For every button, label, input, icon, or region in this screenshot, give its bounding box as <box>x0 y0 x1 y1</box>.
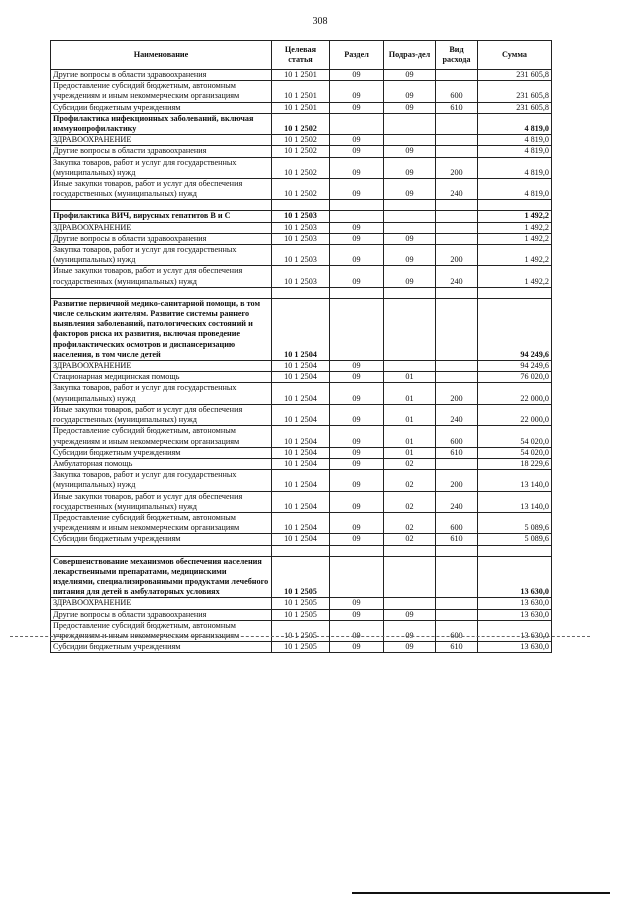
bottom-edge-bar <box>352 892 610 894</box>
row-section: 09 <box>330 372 384 383</box>
row-target-code: 10 1 2502 <box>272 179 330 200</box>
row-expense-kind <box>436 372 478 383</box>
row-section: 09 <box>330 245 384 266</box>
row-subsection <box>384 361 436 372</box>
row-amount: 76 020,0 <box>478 372 552 383</box>
row-name: Профилактика инфекционных заболеваний, включая иммунопрофилактику <box>51 113 272 134</box>
row-subsection: 09 <box>384 146 436 157</box>
row-target-code: 10 1 2504 <box>272 491 330 512</box>
table-row <box>51 556 552 598</box>
row-expense-kind <box>436 609 478 620</box>
row-expense-kind: 240 <box>436 179 478 200</box>
row-name: ЗДРАВООХРАНЕНИЕ <box>51 361 272 372</box>
row-amount: 1 492,2 <box>478 245 552 266</box>
table-row <box>51 146 552 157</box>
row-subsection <box>384 556 436 598</box>
row-amount: 1 492,2 <box>478 222 552 233</box>
row-subsection: 02 <box>384 458 436 469</box>
row-subsection <box>384 598 436 609</box>
row-name: Иные закупки товаров, работ и услуг для обеспечения государственных (муниципальных) нужд <box>51 179 272 200</box>
row-section: 09 <box>330 447 384 458</box>
row-subsection: 01 <box>384 383 436 404</box>
row-amount: 231 605,8 <box>478 81 552 102</box>
header-name: Наименование <box>51 41 272 70</box>
table-row <box>51 135 552 146</box>
row-amount <box>478 200 552 211</box>
row-name: Совершенствование механизмов обеспечения населения лекарственными препаратами, медицинскими изделиями, специализированными продуктами лечебного питания для детей в амбулаторных условиях <box>51 556 272 598</box>
row-section <box>330 287 384 298</box>
row-amount: 13 630,0 <box>478 609 552 620</box>
row-target-code: 10 1 2504 <box>272 470 330 491</box>
row-section <box>330 200 384 211</box>
table-row <box>51 211 552 222</box>
row-section: 09 <box>330 81 384 102</box>
row-amount: 1 492,2 <box>478 211 552 222</box>
row-target-code: 10 1 2505 <box>272 609 330 620</box>
table-row <box>51 200 552 211</box>
row-target-code: 10 1 2504 <box>272 447 330 458</box>
row-expense-kind: 600 <box>436 512 478 533</box>
row-subsection: 01 <box>384 372 436 383</box>
row-target-code: 10 1 2504 <box>272 298 330 360</box>
row-target-code: 10 1 2503 <box>272 222 330 233</box>
row-subsection: 01 <box>384 404 436 425</box>
row-amount: 22 000,0 <box>478 404 552 425</box>
row-name: Предоставление субсидий бюджетным, автономным учреждениям и иным некоммерческим организациям <box>51 81 272 102</box>
row-target-code: 10 1 2503 <box>272 266 330 287</box>
row-section: 09 <box>330 458 384 469</box>
table-row <box>51 447 552 458</box>
row-target-code: 10 1 2504 <box>272 426 330 447</box>
row-section: 09 <box>330 620 384 641</box>
row-subsection: 09 <box>384 266 436 287</box>
row-expense-kind: 240 <box>436 404 478 425</box>
row-section <box>330 556 384 598</box>
row-subsection: 09 <box>384 81 436 102</box>
table-row <box>51 70 552 81</box>
row-target-code: 10 1 2501 <box>272 81 330 102</box>
row-amount: 4 819,0 <box>478 179 552 200</box>
row-name: Предоставление субсидий бюджетным, автономным учреждениям и иным некоммерческим организациям <box>51 620 272 641</box>
row-amount: 1 492,2 <box>478 233 552 244</box>
table-row <box>51 598 552 609</box>
row-name: Субсидии бюджетным учреждениям <box>51 447 272 458</box>
row-expense-kind: 240 <box>436 266 478 287</box>
row-name: Другие вопросы в области здравоохранения <box>51 70 272 81</box>
budget-table <box>50 40 552 653</box>
row-section <box>330 298 384 360</box>
row-section: 09 <box>330 598 384 609</box>
table-row <box>51 609 552 620</box>
row-amount: 22 000,0 <box>478 383 552 404</box>
row-section: 09 <box>330 179 384 200</box>
row-target-code: 10 1 2503 <box>272 233 330 244</box>
row-subsection: 01 <box>384 426 436 447</box>
row-target-code: 10 1 2503 <box>272 245 330 266</box>
row-section: 09 <box>330 135 384 146</box>
row-subsection: 02 <box>384 534 436 545</box>
row-target-code: 10 1 2502 <box>272 146 330 157</box>
header-subsection: Подраз-дел <box>384 41 436 70</box>
row-expense-kind <box>436 598 478 609</box>
row-amount: 54 020,0 <box>478 426 552 447</box>
row-target-code: 10 1 2501 <box>272 102 330 113</box>
row-expense-kind: 200 <box>436 383 478 404</box>
row-name: Другие вопросы в области здравоохранения <box>51 609 272 620</box>
row-subsection <box>384 287 436 298</box>
row-subsection: 02 <box>384 470 436 491</box>
row-amount: 94 249,6 <box>478 361 552 372</box>
header-code: Целевая статья <box>272 41 330 70</box>
page-number: 308 <box>312 16 328 27</box>
table-row <box>51 491 552 512</box>
row-name: Предоставление субсидий бюджетным, автономным учреждениям и иным некоммерческим организациям <box>51 512 272 533</box>
row-expense-kind <box>436 233 478 244</box>
row-expense-kind <box>436 361 478 372</box>
row-name: Развитие первичной медико-санитарной помощи, в том числе сельским жителям. Развитие системы раннего выявления заболеваний, патологических состояний и факторов риска их развития, включая проведение профилактических осмотров и диспансеризацию населения, в том числе детей <box>51 298 272 360</box>
row-name: Предоставление субсидий бюджетным, автономным учреждениям и иным некоммерческим организациям <box>51 426 272 447</box>
table-row <box>51 157 552 178</box>
row-subsection <box>384 200 436 211</box>
row-name: Амбулаторная помощь <box>51 458 272 469</box>
row-target-code: 10 1 2504 <box>272 404 330 425</box>
row-target-code <box>272 200 330 211</box>
row-expense-kind: 600 <box>436 620 478 641</box>
row-target-code: 10 1 2502 <box>272 135 330 146</box>
row-target-code: 10 1 2502 <box>272 157 330 178</box>
row-name: Закупка товаров, работ и услуг для государственных (муниципальных) нужд <box>51 470 272 491</box>
table-row <box>51 81 552 102</box>
row-subsection: 09 <box>384 642 436 653</box>
row-amount <box>478 287 552 298</box>
row-subsection: 09 <box>384 70 436 81</box>
table-row <box>51 113 552 134</box>
row-amount <box>478 545 552 556</box>
row-target-code: 10 1 2505 <box>272 598 330 609</box>
table-row <box>51 458 552 469</box>
row-target-code: 10 1 2504 <box>272 458 330 469</box>
header-kind: Вид расхода <box>436 41 478 70</box>
row-subsection: 02 <box>384 512 436 533</box>
row-expense-kind: 600 <box>436 426 478 447</box>
row-subsection: 09 <box>384 620 436 641</box>
table-row <box>51 179 552 200</box>
header-section: Раздел <box>330 41 384 70</box>
row-name: Другие вопросы в области здравоохранения <box>51 146 272 157</box>
row-expense-kind <box>436 113 478 134</box>
table-body <box>51 70 552 653</box>
row-section: 09 <box>330 266 384 287</box>
dashed-fold-line <box>10 636 590 637</box>
row-amount: 5 089,6 <box>478 534 552 545</box>
row-target-code: 10 1 2504 <box>272 512 330 533</box>
row-name: ЗДРАВООХРАНЕНИЕ <box>51 222 272 233</box>
row-target-code: 10 1 2505 <box>272 556 330 598</box>
row-expense-kind <box>436 222 478 233</box>
row-expense-kind <box>436 298 478 360</box>
table-row <box>51 470 552 491</box>
row-target-code: 10 1 2504 <box>272 534 330 545</box>
table-row <box>51 426 552 447</box>
row-amount: 13 630,0 <box>478 556 552 598</box>
row-target-code: 10 1 2503 <box>272 211 330 222</box>
row-expense-kind: 200 <box>436 157 478 178</box>
table-row <box>51 298 552 360</box>
row-name: Иные закупки товаров, работ и услуг для обеспечения государственных (муниципальных) нужд <box>51 491 272 512</box>
row-section: 09 <box>330 102 384 113</box>
row-subsection <box>384 211 436 222</box>
row-subsection: 09 <box>384 179 436 200</box>
row-amount: 13 140,0 <box>478 491 552 512</box>
row-subsection: 09 <box>384 233 436 244</box>
row-name: Закупка товаров, работ и услуг для государственных (муниципальных) нужд <box>51 383 272 404</box>
table-row <box>51 102 552 113</box>
row-amount: 13 630,0 <box>478 642 552 653</box>
table-row <box>51 372 552 383</box>
row-expense-kind: 600 <box>436 81 478 102</box>
table-row <box>51 245 552 266</box>
row-expense-kind <box>436 135 478 146</box>
table-row <box>51 233 552 244</box>
row-name <box>51 200 272 211</box>
table-row <box>51 287 552 298</box>
row-name: Другие вопросы в области здравоохранения <box>51 233 272 244</box>
row-expense-kind: 610 <box>436 642 478 653</box>
table-row <box>51 361 552 372</box>
row-amount: 4 819,0 <box>478 113 552 134</box>
row-section: 09 <box>330 222 384 233</box>
row-expense-kind <box>436 200 478 211</box>
row-name: Субсидии бюджетным учреждениям <box>51 102 272 113</box>
row-expense-kind <box>436 287 478 298</box>
row-expense-kind: 610 <box>436 102 478 113</box>
row-section: 09 <box>330 361 384 372</box>
row-section: 09 <box>330 642 384 653</box>
row-target-code: 10 1 2504 <box>272 372 330 383</box>
row-amount: 231 605,8 <box>478 102 552 113</box>
row-subsection <box>384 545 436 556</box>
row-section: 09 <box>330 512 384 533</box>
row-name <box>51 545 272 556</box>
row-name: ЗДРАВООХРАНЕНИЕ <box>51 598 272 609</box>
row-target-code: 10 1 2504 <box>272 383 330 404</box>
row-expense-kind: 610 <box>436 447 478 458</box>
row-amount: 54 020,0 <box>478 447 552 458</box>
table-row <box>51 642 552 653</box>
row-section: 09 <box>330 383 384 404</box>
row-name: Закупка товаров, работ и услуг для государственных (муниципальных) нужд <box>51 157 272 178</box>
row-name <box>51 287 272 298</box>
row-subsection <box>384 298 436 360</box>
table-row <box>51 404 552 425</box>
row-expense-kind <box>436 556 478 598</box>
row-subsection: 09 <box>384 245 436 266</box>
row-section <box>330 545 384 556</box>
row-section <box>330 211 384 222</box>
row-target-code: 10 1 2505 <box>272 620 330 641</box>
row-name: Профилактика ВИЧ, вирусных гепатитов В и С <box>51 211 272 222</box>
row-name: Иные закупки товаров, работ и услуг для обеспечения государственных (муниципальных) нужд <box>51 404 272 425</box>
table-row <box>51 383 552 404</box>
row-amount: 13 630,0 <box>478 598 552 609</box>
row-expense-kind: 610 <box>436 534 478 545</box>
row-amount: 1 492,2 <box>478 266 552 287</box>
row-subsection: 02 <box>384 491 436 512</box>
row-amount: 13 630,0 <box>478 620 552 641</box>
row-subsection <box>384 135 436 146</box>
row-name: Стационарная медицинская помощь <box>51 372 272 383</box>
row-target-code <box>272 545 330 556</box>
row-amount: 5 089,6 <box>478 512 552 533</box>
row-subsection: 01 <box>384 447 436 458</box>
row-subsection <box>384 222 436 233</box>
row-expense-kind <box>436 70 478 81</box>
row-section: 09 <box>330 233 384 244</box>
row-subsection: 09 <box>384 609 436 620</box>
row-name: Субсидии бюджетным учреждениям <box>51 534 272 545</box>
row-amount: 94 249,6 <box>478 298 552 360</box>
row-name: Иные закупки товаров, работ и услуг для обеспечения государственных (муниципальных) нужд <box>51 266 272 287</box>
table-row <box>51 266 552 287</box>
row-section: 09 <box>330 426 384 447</box>
header-amount: Сумма <box>478 41 552 70</box>
row-amount: 4 819,0 <box>478 135 552 146</box>
table-row <box>51 534 552 545</box>
row-subsection: 09 <box>384 102 436 113</box>
row-name: ЗДРАВООХРАНЕНИЕ <box>51 135 272 146</box>
row-name: Закупка товаров, работ и услуг для государственных (муниципальных) нужд <box>51 245 272 266</box>
row-section <box>330 113 384 134</box>
row-target-code <box>272 287 330 298</box>
row-target-code: 10 1 2502 <box>272 113 330 134</box>
row-section: 09 <box>330 491 384 512</box>
table-row <box>51 545 552 556</box>
row-subsection: 09 <box>384 157 436 178</box>
row-expense-kind <box>436 458 478 469</box>
row-amount: 231 605,8 <box>478 70 552 81</box>
row-subsection <box>384 113 436 134</box>
table-row <box>51 620 552 641</box>
row-expense-kind: 200 <box>436 470 478 491</box>
row-name: Субсидии бюджетным учреждениям <box>51 642 272 653</box>
row-section: 09 <box>330 146 384 157</box>
row-section: 09 <box>330 470 384 491</box>
table-header-row <box>51 41 552 70</box>
row-amount: 4 819,0 <box>478 146 552 157</box>
row-expense-kind: 240 <box>436 491 478 512</box>
table-row <box>51 222 552 233</box>
row-expense-kind: 200 <box>436 245 478 266</box>
row-expense-kind <box>436 211 478 222</box>
row-target-code: 10 1 2501 <box>272 70 330 81</box>
row-amount: 4 819,0 <box>478 157 552 178</box>
row-section: 09 <box>330 404 384 425</box>
row-target-code: 10 1 2504 <box>272 361 330 372</box>
row-section: 09 <box>330 70 384 81</box>
row-section: 09 <box>330 157 384 178</box>
row-expense-kind <box>436 146 478 157</box>
row-amount: 13 140,0 <box>478 470 552 491</box>
row-target-code: 10 1 2505 <box>272 642 330 653</box>
row-section: 09 <box>330 534 384 545</box>
row-section: 09 <box>330 609 384 620</box>
table-row <box>51 512 552 533</box>
row-expense-kind <box>436 545 478 556</box>
row-amount: 18 229,6 <box>478 458 552 469</box>
